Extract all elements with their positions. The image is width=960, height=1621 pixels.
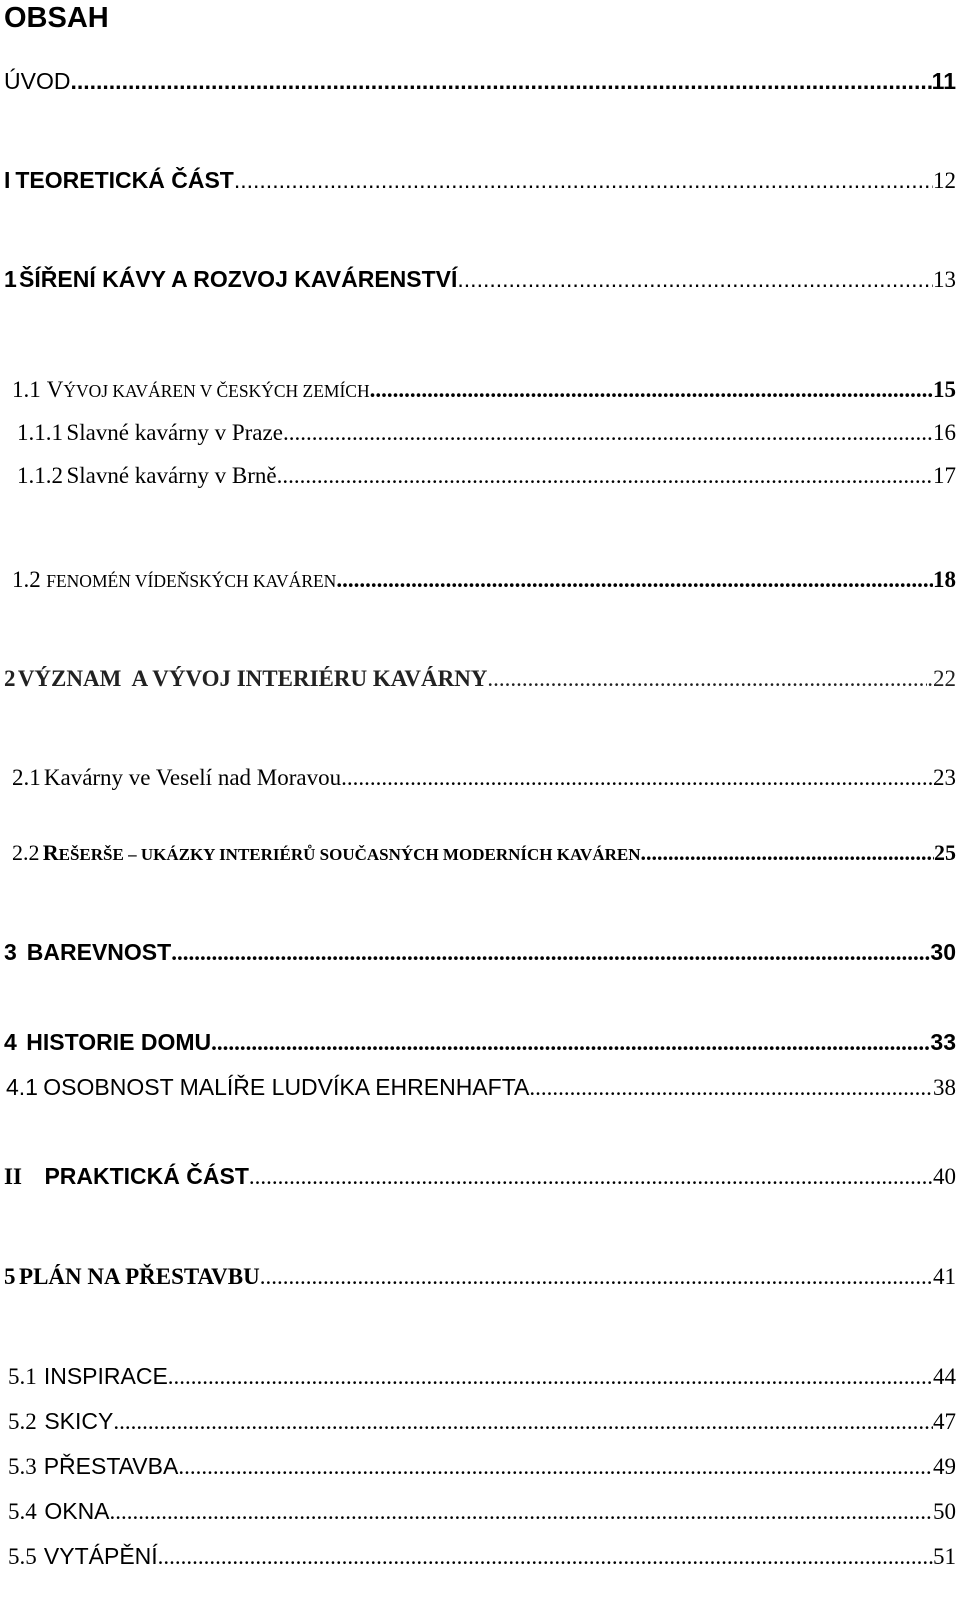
toc-page-number: 38	[933, 1075, 956, 1100]
toc-page-number: 11	[931, 68, 956, 94]
page-title: OBSAH	[4, 2, 109, 34]
toc-page-number: 44	[933, 1364, 956, 1389]
toc-entry-5-3[interactable]	[8, 1451, 956, 1481]
toc-entry-1[interactable]	[4, 264, 956, 294]
toc-entry-1-1-2[interactable]	[17, 461, 956, 491]
toc-entry-5-5[interactable]	[8, 1541, 956, 1571]
toc-entry-1-1[interactable]	[12, 375, 956, 405]
toc-entry-number: 1.1.2	[17, 463, 63, 488]
toc-entry-number: 2.1	[12, 765, 41, 790]
toc-leader	[110, 1497, 933, 1527]
toc-entry-5-2[interactable]	[8, 1406, 956, 1436]
toc-leader	[457, 264, 933, 294]
toc-leader	[70, 66, 931, 96]
toc-entry-number: 1.2	[12, 567, 41, 592]
toc-entry-2-1[interactable]	[12, 763, 956, 793]
toc-entry-2[interactable]	[4, 664, 956, 694]
toc-page-number: 40	[933, 1164, 956, 1189]
toc-entry-number: 4	[4, 1029, 17, 1055]
toc-entry-number: 1	[4, 266, 17, 292]
toc-page-number: 33	[930, 1029, 956, 1055]
toc-entry-number: 5	[4, 1264, 16, 1289]
toc-entry-1-1-1[interactable]	[17, 418, 956, 448]
toc-entry-title: SKICY	[44, 1408, 114, 1434]
toc-leader	[341, 763, 933, 793]
toc-page-number: 13	[933, 267, 956, 292]
toc-entry-uvod[interactable]	[4, 66, 956, 96]
toc-entry-number: 4.1	[6, 1074, 38, 1100]
toc-page-number: 25	[934, 840, 956, 865]
toc-leader	[641, 838, 935, 868]
toc-entry-title: OSOBNOST MALÍŘE LUDVÍKA EHRENHAFTA	[43, 1074, 530, 1100]
toc-leader	[158, 1542, 933, 1572]
toc-entry-1-2[interactable]	[12, 565, 956, 595]
toc-leader	[168, 1362, 933, 1392]
toc-entry-title: PŘESTAVBA	[43, 1453, 179, 1479]
toc-page-number: .22	[927, 666, 956, 691]
toc-leader	[234, 165, 933, 195]
toc-entry-title: ÚVOD	[4, 68, 71, 94]
toc-page-number: 51	[933, 1544, 956, 1569]
toc-entry-number: I	[4, 167, 11, 193]
toc-entry-5[interactable]	[4, 1262, 956, 1292]
toc-leader	[336, 565, 933, 595]
toc-entry-teoreticka-cast[interactable]	[4, 165, 956, 195]
toc-page-number: 18	[933, 567, 956, 592]
toc-page-number: 30	[930, 939, 956, 965]
toc-leader	[277, 461, 933, 491]
toc-entry-prakticka-cast[interactable]	[4, 1161, 956, 1191]
toc-entry-title: VÝZNAM A VÝVOJ INTERIÉRU KAVÁRNY	[17, 666, 488, 691]
toc-leader	[260, 1262, 933, 1292]
toc-entry-number: 1.1	[12, 377, 41, 402]
toc-page-number: 23	[933, 765, 956, 790]
toc-page-number: 41	[933, 1264, 956, 1289]
toc-entry-title: VÝVOJ KAVÁREN V ČESKÝCH ZEMÍCH	[46, 377, 370, 402]
toc-page-number: 47	[933, 1409, 956, 1434]
toc-entry-4-1[interactable]	[6, 1072, 956, 1102]
toc-entry-title: INSPIRACE	[43, 1363, 168, 1389]
toc-leader	[370, 375, 933, 405]
toc-leader	[113, 1407, 933, 1437]
toc-leader	[487, 664, 927, 694]
toc-entry-number: 5.4	[8, 1499, 37, 1524]
toc-entry-number: 2.2	[12, 840, 40, 865]
toc-entry-number: II	[4, 1164, 22, 1189]
toc-entry-title: FENOMÉN VÍDEŇSKÝCH KAVÁREN	[46, 571, 337, 591]
toc-leader	[249, 1162, 933, 1192]
toc-entry-number: 5.1	[8, 1364, 37, 1389]
toc-entry-title: PLÁN NA PŘESTAVBU	[19, 1264, 260, 1289]
toc-entry-title: HISTORIE DOMU	[26, 1029, 212, 1055]
toc-entry-title: TEORETICKÁ ČÁST	[15, 167, 234, 193]
toc-leader	[211, 1028, 930, 1058]
toc-page-number: 12	[933, 168, 956, 193]
toc-leader	[283, 418, 933, 448]
toc-entry-2-2[interactable]	[12, 838, 956, 868]
toc-entry-title: BAREVNOST	[26, 939, 172, 965]
toc-page-number: 16	[933, 420, 956, 445]
toc-entry-3[interactable]	[4, 937, 956, 967]
toc-leader	[529, 1073, 933, 1103]
toc-entry-title: Slavné kavárny v Brně	[66, 463, 277, 488]
toc-page-number: 50	[933, 1499, 956, 1524]
toc-entry-title: PRAKTICKÁ ČÁST	[44, 1163, 249, 1189]
toc-entry-number: 5.3	[8, 1454, 37, 1479]
toc-entry-number: 5.2	[8, 1409, 37, 1434]
toc-leader	[178, 1452, 933, 1482]
toc-entry-title: OKNA	[44, 1498, 110, 1524]
toc-leader	[171, 938, 930, 968]
toc-entry-4[interactable]	[4, 1027, 956, 1057]
toc-entry-title: VYTÁPĚNÍ	[43, 1543, 158, 1569]
toc-entry-number: 5.5	[8, 1544, 37, 1569]
toc-entry-title: Kavárny ve Veselí nad Moravou	[43, 765, 342, 790]
toc-entry-number: 2	[4, 666, 16, 691]
toc-entry-title: Slavné kavárny v Praze	[66, 420, 283, 445]
toc-entry-number: 1.1.1	[17, 420, 63, 445]
toc-entry-5-4[interactable]	[8, 1496, 956, 1526]
toc-entry-title: REŠERŠE – UKÁZKY INTERIÉRŮ SOUČASNÝCH MODERNÍCH KAVÁREN	[42, 840, 641, 865]
toc-entry-title: ŠÍŘENÍ KÁVY A ROZVOJ KAVÁRENSTVÍ	[19, 266, 458, 292]
toc-page-number: 49	[933, 1454, 956, 1479]
toc-entry-number: 3	[4, 939, 17, 965]
toc-page-number: 15	[933, 377, 956, 402]
toc-entry-5-1[interactable]	[8, 1361, 956, 1391]
toc-page-number: 17	[933, 463, 956, 488]
